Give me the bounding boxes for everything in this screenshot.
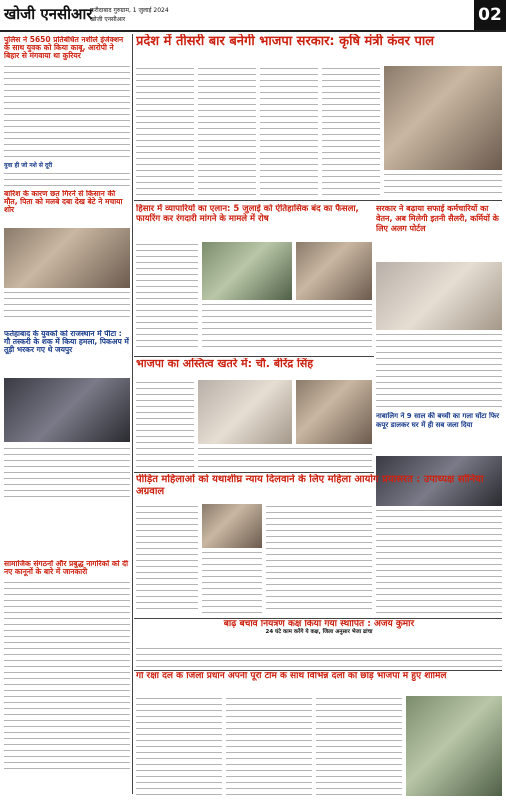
story-headline: भाजपा का अस्तित्व खतरे में: चौ. बीरेंद्र सिंह <box>136 358 314 370</box>
masthead-edition: खोजी एनसीआर <box>90 16 126 23</box>
story-headline: हिसार में व्यापारियों का एलान: 5 जुलाई को ऐतिहासिक बंद का फैसला, फायरिंग कर रंगदारी मांगने के मामले में रोष <box>136 204 359 224</box>
story-farmer-death <box>4 190 130 320</box>
story-women-commission <box>136 474 502 502</box>
masthead <box>0 0 506 32</box>
banner-story-body <box>322 66 380 196</box>
story-headline: फतेहाबाद के युवकों को राजस्थान में पीटा : गौ तस्करी के शक में किया हमला, पिकअप में तूड़ी भरकर गए थे जयपुर <box>4 330 129 354</box>
newspaper-logo: खोजी एनसीआर <box>4 5 93 23</box>
banner-story-body <box>260 66 318 196</box>
group-photo <box>406 696 502 796</box>
story-minor-crime <box>376 412 502 456</box>
story-body <box>4 171 130 186</box>
minister-photo <box>384 66 502 170</box>
story-body <box>202 550 262 614</box>
leader-photo <box>296 380 372 444</box>
story-headline: पीड़ित महिलाओं को यथाशीघ्र न्याय दिलवाने के लिए महिला आयोग प्रयासरत : उपाध्यक्ष सोनिया अग्रवाल <box>136 474 484 497</box>
story-photo <box>4 228 130 288</box>
story-sanitation-salary <box>376 204 502 264</box>
banner-story-body <box>136 66 194 196</box>
story-headline: सामाजिक संगठनों और प्रबुद्ध नागरिकों को दी नए कानूनों के बारे में जानकारी <box>4 560 129 576</box>
official-photo <box>376 262 502 330</box>
story-headline: सरकार ने बढ़ाया सफाई कर्मचारियों का वेतन, अब मिलेगी इतनी सैलरी, कर्मियों के लिए अलग पोर्टल <box>376 204 499 233</box>
story-body <box>4 290 130 320</box>
story-body <box>202 302 372 352</box>
story-body <box>316 696 402 796</box>
story-body <box>136 696 222 796</box>
masthead-meta <box>90 6 169 24</box>
story-flood-control <box>136 620 502 644</box>
commission-photo <box>202 504 262 548</box>
story-gau-raksha <box>136 672 502 694</box>
story-fatehabad <box>4 330 130 500</box>
banner-headline: प्रदेश में तीसरी बार बनेगी भाजपा सरकार: कृषि मंत्री कंवर पाल <box>136 34 435 49</box>
story-body <box>136 646 502 668</box>
story-body <box>266 504 372 614</box>
masthead-date: फरीदाबाद गुरुग्राम, 1 जुलाई 2024 <box>90 7 169 14</box>
story-headline: नाबालिग ने 9 साल की बच्ची का गला घोंटा फिर कपूर डालकर घर में ही सब जला दिया <box>376 412 500 429</box>
story-injections <box>4 36 130 186</box>
story-body <box>136 242 198 352</box>
traders-photo <box>202 242 292 300</box>
story-headline: बारिश के कारण छत गिरने से किसान की मौत, पिता को मलबे दबा देख बेटे ने मचाया शोर <box>4 190 123 214</box>
story-bjp-existence <box>136 358 372 378</box>
story-photo <box>4 378 130 442</box>
main-banner <box>136 34 502 64</box>
story-subhead: 24 घंटे काम करेंगे ये कक्ष, जिला अनुसार भेजा ढांचा <box>265 629 373 636</box>
story-body <box>198 446 372 470</box>
traders-photo <box>296 242 372 300</box>
page-number: 02 <box>474 0 506 30</box>
story-body <box>4 64 130 160</box>
story-body <box>226 696 312 796</box>
story-body <box>136 380 194 468</box>
story-new-laws <box>4 560 130 796</box>
story-headline: गौ रक्षा दल के जिला प्रधान अपनी पूरी टीम के साथ विभिन्न दलों को छोड़ भाजपा में हुए शामिल <box>136 672 447 681</box>
photo-caption <box>384 172 502 196</box>
banner-story-body <box>198 66 256 196</box>
story-body <box>376 508 502 614</box>
story-body <box>376 332 502 408</box>
story-subhead: युवा ही जो नशे से दूरी <box>4 161 53 169</box>
story-body <box>4 446 130 500</box>
story-headline: बाढ़ बचाव नियंत्रण कक्ष किया गया स्थापित : अजय कुमार <box>223 620 415 629</box>
story-body <box>136 504 198 614</box>
story-hisar-bandh <box>136 204 372 240</box>
story-headline: पुलिस ने 5650 प्रतिबंधित नशीले इंजेक्शन के साथ युवक को किया काबू, आरोपी ने बिहार से मंगवाया था कुरियर <box>4 36 124 60</box>
leader-photo <box>198 380 292 444</box>
story-body <box>4 580 130 770</box>
